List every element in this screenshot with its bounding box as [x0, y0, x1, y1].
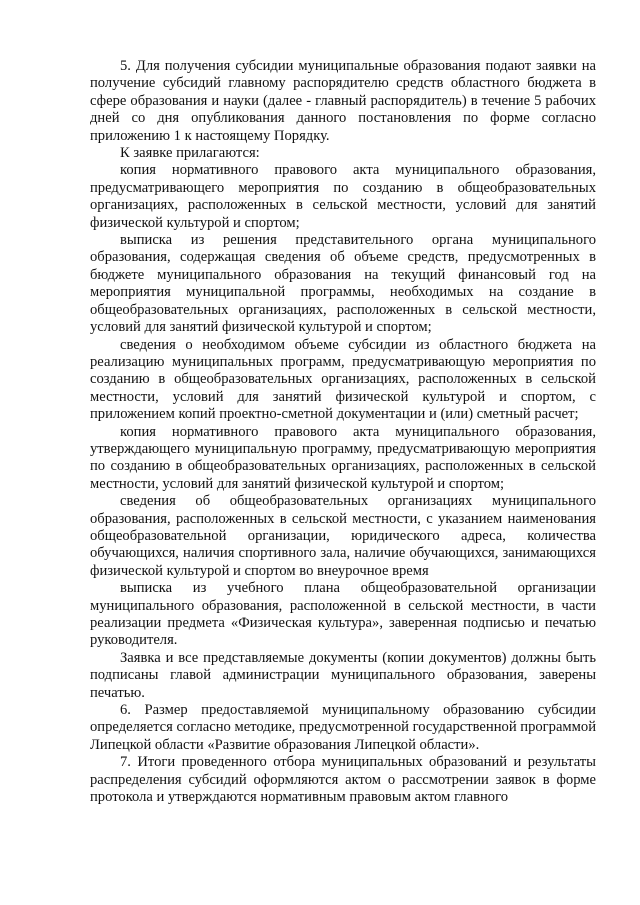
- paragraph-attachment-schools-info: сведения об общеобразовательных организациях муниципального образования, расположенных в сельской местности, с указанием наименования общеобразовательной организации, юридического адреса, количества обучающихся, наличия спортивного зала, наличие обучающихся, занимающихся физической культурой и спортом во внеурочное время: [90, 493, 596, 579]
- document-body: [90, 58, 596, 806]
- paragraph-attachment-budget-extract: выписка из решения представительного органа муниципального образования, содержащая сведения об объеме средств, предусмотренных в бюджете муниципального образования на текущий финансовый год на мероприятия муниципальной программы, необходимых на создание в общеобразовательных организациях, расположенных в сельской местности, условий для занятий физической культурой и спортом;: [90, 232, 596, 336]
- paragraph-attachments-intro: К заявке прилагаются:: [120, 145, 260, 162]
- paragraph-clause-6: 6. Размер предоставляемой муниципальному образованию субсидии определяется согласно методике, предусмотренной государственной программой Липецкой области «Развитие образования Липецкой области».: [90, 702, 597, 753]
- paragraph-application-signing: Заявка и все представляемые документы (копии документов) должны быть подписаны главой администрации муниципального образования, заверены печатью.: [90, 649, 596, 701]
- paragraph-clause-5: 5. Для получения субсидии муниципальные образования подают заявки на получение субсидий главному распорядителю средств областного бюджета в сфере образования и науки (далее - главный распорядитель) в течение 5 рабочих дней со дня опубликования данного постановления по форме согласно приложению 1 к настоящему Порядку.: [90, 58, 596, 144]
- paragraph-attachment-curriculum-extract: выписка из учебного плана общеобразовательной организации муниципального образования, расположенной в сельской местности, в части реализации предмета «Физическая культура», заверенная подписью и печатью руководителя.: [90, 580, 596, 649]
- paragraph-attachment-program-act: копия нормативного правового акта муниципального образования, утверждающего муниципальную программу, предусматривающую мероприятия по созданию в общеобразовательных организациях, расположенных в сельской местности, условий для занятий физической культурой и спортом;: [90, 423, 596, 492]
- paragraph-attachment-normative-act: копия нормативного правового акта муниципального образования, предусматривающего мероприятия по созданию в общеобразовательных организациях, расположенных в сельской местности, условий для занятий физической культурой и спортом;: [90, 162, 596, 231]
- paragraph-attachment-subsidy-volume: сведения о необходимом объеме субсидии из областного бюджета на реализацию муниципальных программ, предусматривающую мероприятия по созданию в общеобразовательных организациях, расположенных в сельской местности, условий для занятий физической культурой и спортом, с приложением копий проектно-сметной документации и (или) сметный расчет;: [90, 336, 596, 423]
- paragraph-clause-7: 7. Итоги проведенного отбора муниципальных образований и результаты распределения субсидий оформляются актом о рассмотрении заявок в форме протокола и утверждаются нормативным правовым актом главного: [90, 754, 596, 806]
